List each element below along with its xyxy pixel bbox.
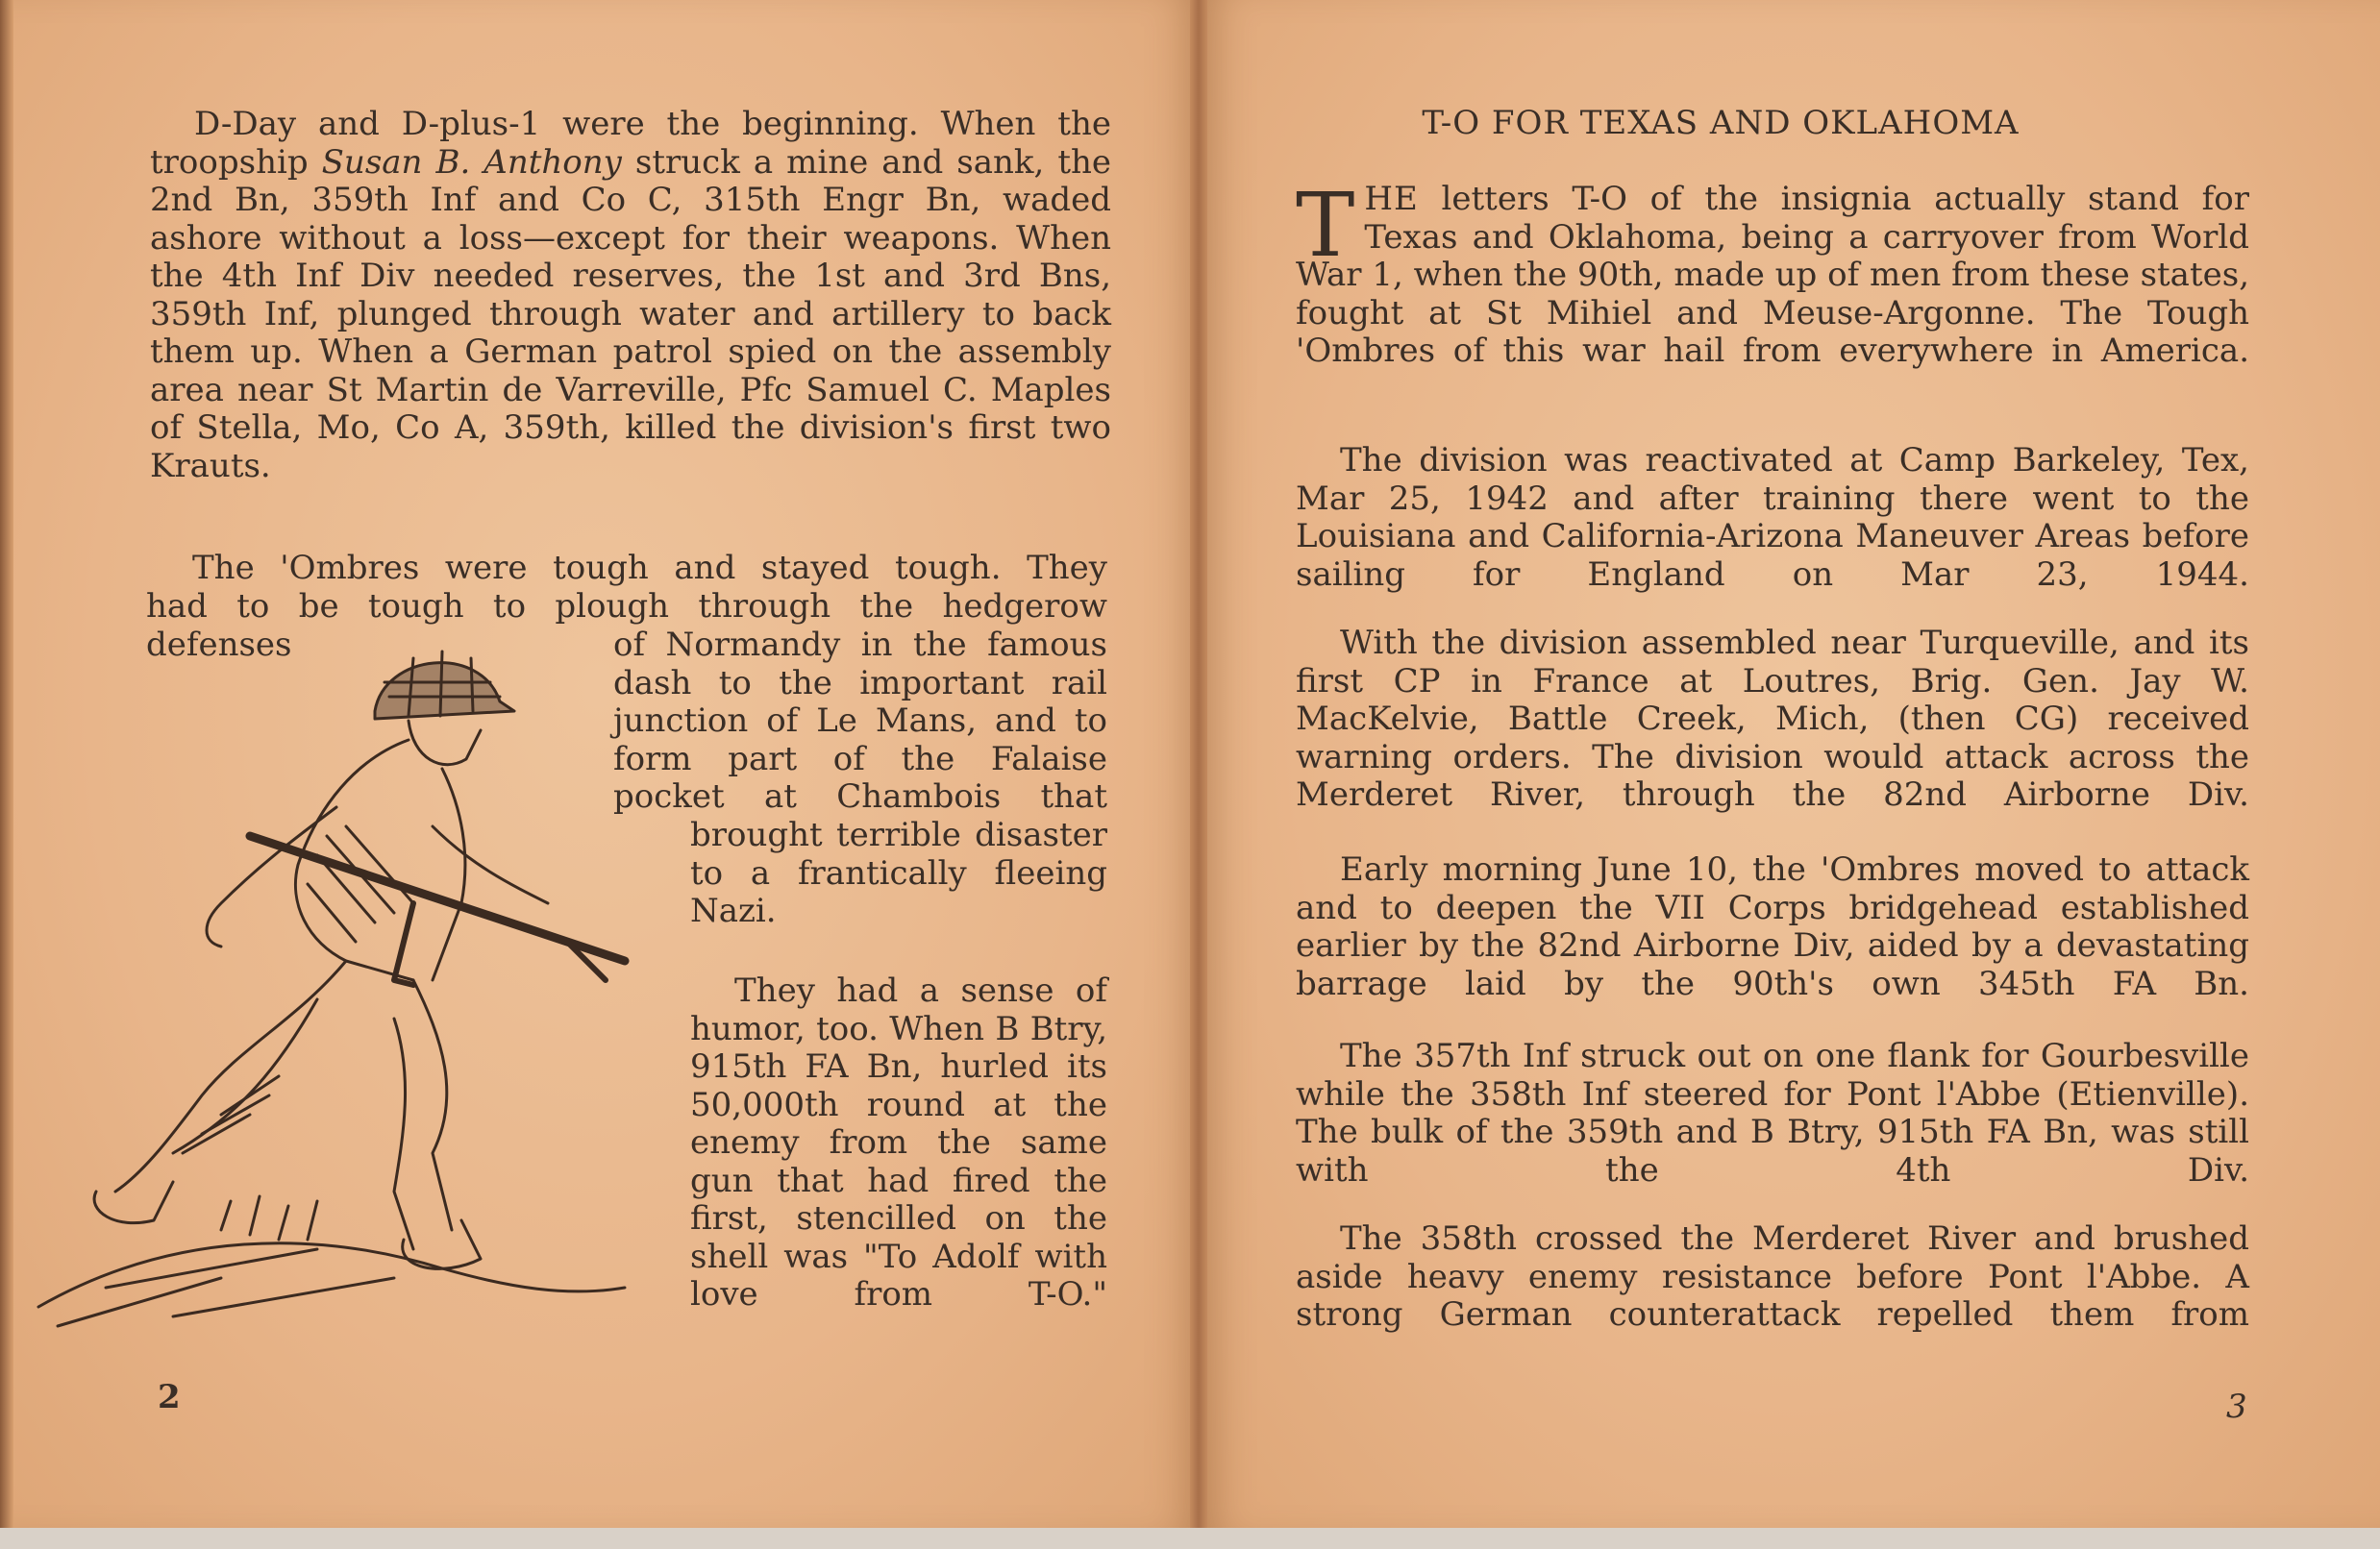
paragraph-text: D-Day and D-plus-1 were the beginning. When the troopship [150, 105, 1111, 182]
left-paragraph-1 [150, 106, 1111, 485]
left-paragraph-2-block-1 [613, 627, 1107, 817]
right-paragraph-1 [1296, 174, 2249, 371]
paragraph-text: Early morning June 10, the 'Ombres moved to attack and to deepen the VII Corps bridgehead established earlier by the 82nd Airborne Div, aided by a devastating barrage laid by the 90th's own 345th FA Bn. [1296, 850, 2249, 1003]
page-title: T-O FOR TEXAS AND OKLAHOMA [1422, 104, 2020, 142]
paragraph-text: letters T-O of the insignia actually stand for Texas and Oklahoma, being a carryover from World War 1, when the 90th, made up of men from these states, fought at St Mihiel and Meuse-Argonne. The Tough 'Ombres of this war hail from everywhere in America. [1296, 180, 2249, 370]
paragraph-text: With the division assembled near Turqueville, and its first CP in France at Loutres, Brig. Gen. Jay W. MacKelvie, Battle Creek, Mich, (then CG) received warning orders. The division would attack across the Merderet River, through the 82nd Airborne Div. [1296, 624, 2249, 814]
soldier-illustration [29, 615, 644, 1345]
right-paragraph-5 [1296, 1038, 2249, 1190]
right-paragraph-4 [1296, 851, 2249, 1003]
paragraph-text: of Normandy in the famous dash to the important rail junction of Le Mans, and to form part of the Falaise pocket at Chambois that [613, 626, 1107, 816]
page-edge [0, 0, 13, 1528]
small-caps-lead: HE [1364, 180, 1419, 218]
left-paragraph-3 [690, 972, 1107, 1315]
left-paragraph-2-line-1 [192, 550, 1107, 588]
page-number-right: 3 [2226, 1388, 2247, 1426]
paragraph-text: had to be tough to plough through the hedgerow defenses [146, 587, 1107, 664]
paragraph-text: The 357th Inf struck out on one flank for Gourbesville while the 358th Inf steered for Pont l'Abbe (Etienville). The bulk of the 359th and B Btry, 915th FA Bn, was still with the 4th Div. [1296, 1037, 2249, 1190]
paragraph-text: The 'Ombres were tough and stayed tough. They [192, 549, 1107, 587]
paragraph-text: brought terrible disaster to a frantically fleeing Nazi. [690, 816, 1107, 930]
paragraph-text: The 358th crossed the Merderet River and brushed aside heavy enemy resistance before Pont l'Abbe. A strong German counterattack repelled them from [1296, 1219, 2249, 1334]
right-paragraph-2 [1296, 442, 2249, 594]
right-paragraph-6 [1296, 1220, 2249, 1335]
drop-cap: T [1296, 174, 1355, 277]
paragraph-text: The division was reactivated at Camp Barkeley, Tex, Mar 25, 1942 and after training there went to the Louisiana and California-Arizona Maneuver Areas before sailing for England on Mar 23, 1944. [1296, 441, 2249, 594]
background-strip [0, 1528, 2380, 1549]
book-gutter [1190, 0, 1207, 1528]
page-number-left: 2 [158, 1378, 181, 1416]
left-paragraph-2-block-2 [690, 817, 1107, 931]
ship-name: Susan B. Anthony [321, 142, 622, 182]
paragraph-text: They had a sense of humor, too. When B Btry, 915th FA Bn, hurled its 50,000th round at the enemy from the same gun that had fired the first, stencilled on the shell was "To Adolf with love from T-O." [690, 971, 1107, 1314]
right-paragraph-3 [1296, 625, 2249, 815]
paragraph-text: struck a mine and sank, the 2nd Bn, 359th Inf and Co C, 315th Engr Bn, waded ashore without a loss—except for their weapons. When the 4th Inf Div needed reserves, the 1st and 3rd Bns, 359th Inf, plunged through water and artillery to back them up. When a German patrol spied on the assembly area near St Martin de Varreville, Pfc Samuel C. Maples of Stella, Mo, Co A, 359th, killed the division's first two Krauts. [150, 142, 1111, 485]
